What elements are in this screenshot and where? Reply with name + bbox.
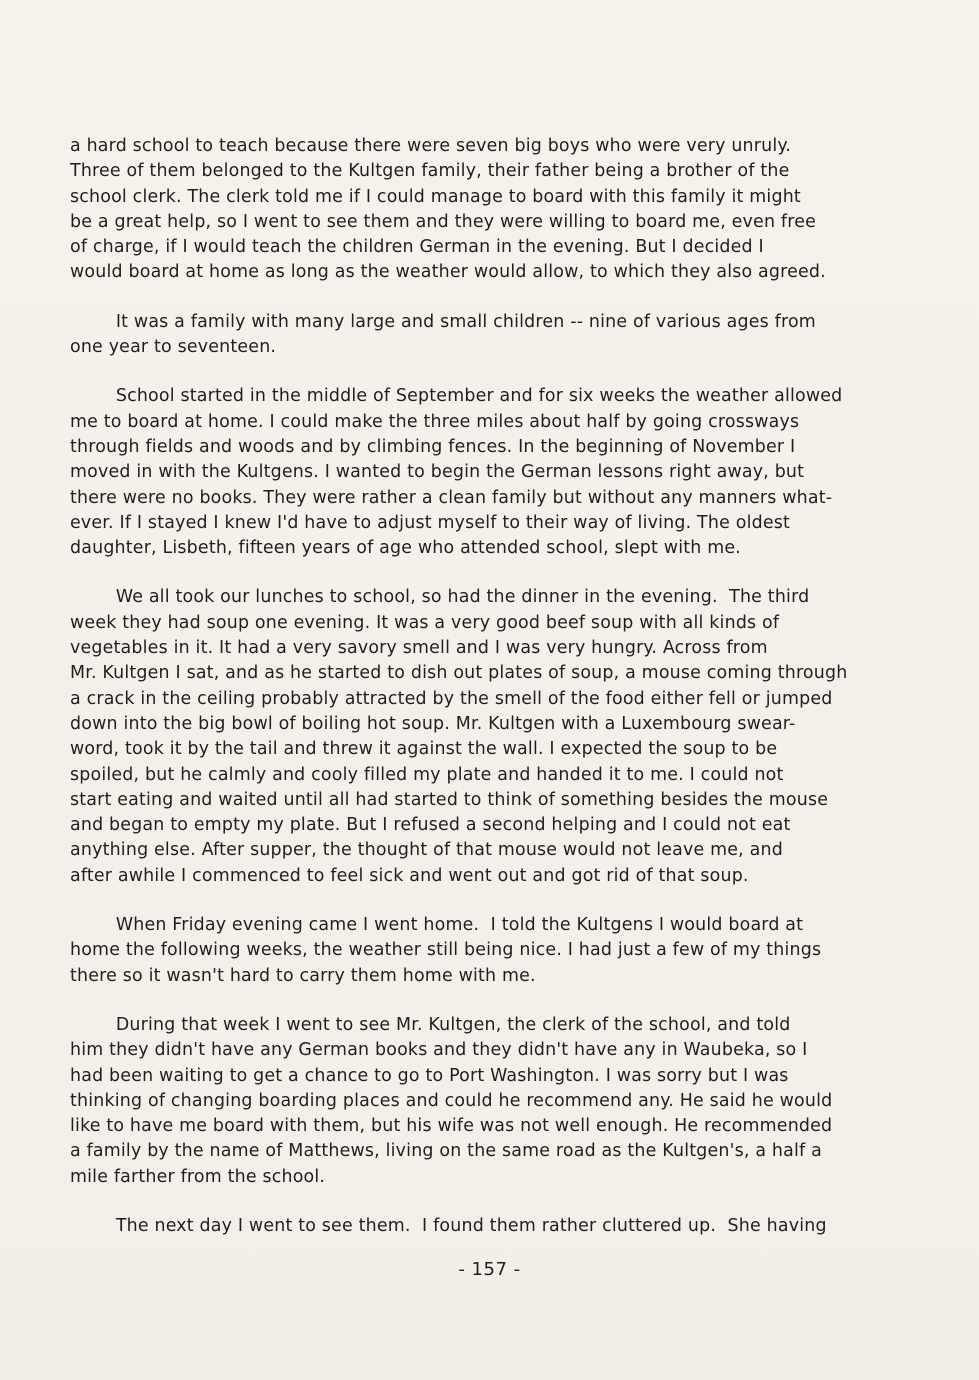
text-line: one year to seventeen. — [70, 337, 277, 358]
text-line: It was a family with many large and small children -- nine of various ages from — [70, 311, 816, 332]
text-line: would board at home as long as the weather would allow, to which they also agreed. — [70, 262, 826, 283]
page-number: - 157 - — [458, 1259, 521, 1280]
body-text — [70, 134, 900, 1239]
text-line: home the following weeks, the weather still being nice. I had just a few of my things — [70, 940, 822, 961]
text-line: We all took our lunches to school, so had the dinner in the evening. The third — [70, 587, 810, 608]
text-line: school clerk. The clerk told me if I could manage to board with this family it might — [70, 186, 801, 207]
paragraph-4 — [70, 585, 900, 889]
paragraph-3 — [70, 384, 900, 561]
text-line: through fields and woods and by climbing fences. In the beginning of November I — [70, 436, 796, 457]
paragraph-gap — [70, 989, 900, 1013]
text-line: anything else. After supper, the thought of that mouse would not leave me, and — [70, 840, 783, 861]
paragraph-6 — [70, 1013, 900, 1190]
text-line: word, took it by the tail and threw it against the wall. I expected the soup to be — [70, 739, 778, 760]
paragraph-gap — [70, 889, 900, 913]
paragraph-gap — [70, 1190, 900, 1214]
text-line: School started in the middle of September and for six weeks the weather allowed — [70, 386, 843, 407]
text-line: week they had soup one evening. It was a very good beef soup with all kinds of — [70, 612, 780, 633]
paragraph-gap — [70, 286, 900, 310]
paragraph-5 — [70, 913, 900, 989]
text-line: after awhile I commenced to feel sick and went out and got rid of that soup. — [70, 865, 749, 886]
paragraph-2 — [70, 310, 900, 361]
text-line: mile farther from the school. — [70, 1166, 326, 1187]
text-line: The next day I went to see them. I found them rather cluttered up. She having — [70, 1215, 827, 1236]
text-line: a hard school to teach because there were seven big boys who were very unruly. — [70, 136, 792, 156]
text-line: down into the big bowl of boiling hot soup. Mr. Kultgen with a Luxembourg swear- — [70, 713, 796, 734]
paragraph-gap — [70, 561, 900, 585]
text-line: there so it wasn't hard to carry them home with me. — [70, 965, 536, 986]
text-line: During that week I went to see Mr. Kultgen, the clerk of the school, and told — [70, 1014, 791, 1035]
text-line: and began to empty my plate. But I refused a second helping and I could not eat — [70, 815, 791, 836]
text-line: him they didn't have any German books and they didn't have any in Waubeka, so I — [70, 1040, 808, 1061]
text-line: be a great help, so I went to see them and they were willing to board me, even free — [70, 211, 816, 232]
text-line: daughter, Lisbeth, fifteen years of age who attended school, slept with me. — [70, 538, 741, 559]
text-line: like to have me board with them, but his wife was not well enough. He recommended — [70, 1116, 833, 1137]
text-line: start eating and waited until all had started to think of something besides the mouse — [70, 789, 829, 810]
paragraph-1 — [70, 134, 900, 286]
text-line: a crack in the ceiling probably attracted by the smell of the food either fell or jumped — [70, 688, 833, 709]
text-line: When Friday evening came I went home. I told the Kultgens I would board at — [70, 915, 804, 936]
text-line: Three of them belonged to the Kultgen family, their father being a brother of the — [70, 161, 790, 182]
text-line: of charge, if I would teach the children German in the evening. But I decided I — [70, 237, 764, 258]
text-line: vegetables in it. It had a very savory smell and I was very hungry. Across from — [70, 638, 768, 659]
text-line: spoiled, but he calmly and cooly filled my plate and handed it to me. I could not — [70, 764, 784, 785]
text-line: there were no books. They were rather a clean family but without any manners what- — [70, 487, 833, 508]
text-line: thinking of changing boarding places and could he recommend any. He said he would — [70, 1090, 833, 1111]
text-line: Mr. Kultgen I sat, and as he started to dish out plates of soup, a mouse coming through — [70, 663, 848, 684]
paragraph-gap — [70, 360, 900, 384]
paragraph-7 — [70, 1214, 900, 1239]
text-line: a family by the name of Matthews, living on the same road as the Kultgen's, a half a — [70, 1141, 822, 1162]
text-line: me to board at home. I could make the three miles about half by going crossways — [70, 411, 800, 432]
text-line: had been waiting to get a chance to go to Port Washington. I was sorry but I was — [70, 1065, 789, 1086]
text-line: ever. If I stayed I knew I'd have to adjust myself to their way of living. The oldest — [70, 512, 791, 533]
text-line: moved in with the Kultgens. I wanted to begin the German lessons right away, but — [70, 462, 805, 483]
